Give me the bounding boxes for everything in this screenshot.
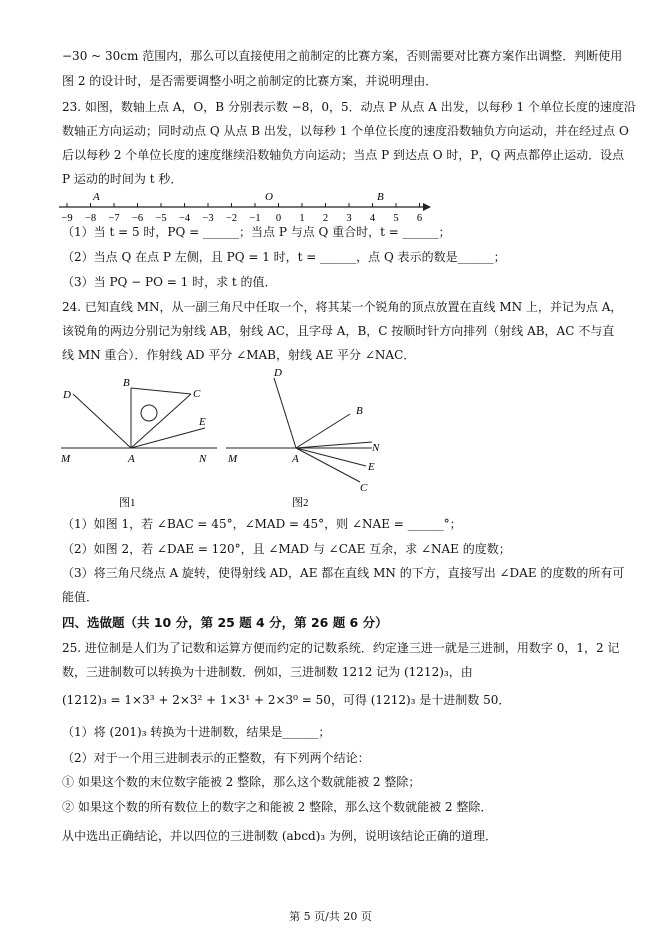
label-A: A (292, 453, 299, 465)
axis-tick-label: −5 (155, 213, 167, 224)
axis-tick-label: 1 (299, 213, 305, 224)
text-line: −30 ~ 30cm 范围内，那么可以直接使用之前制定的比赛方案，否则需要对比赛方案作出调整．判断使用 (62, 49, 623, 63)
label-C: C (360, 482, 368, 494)
label-M: M (61, 453, 71, 465)
question-25-part-1: （1）将 (201)₃ 转换为十进制数，结果是______； (62, 725, 331, 739)
question-24-part-3: （3）将三角尺绕点 A 旋转，使得射线 AD，AE 都在直线 MN 的下方，直接写出 ∠DAE 的度数的所有可 (62, 566, 625, 580)
question-25-line: 25. 进位制是人们为了记数和运算方便而约定的记数系统．约定逢三进一就是三进制，用数字 0，1，2 记 (62, 641, 620, 655)
question-23-line: 23. 如图，数轴上点 A，O，B 分别表示数 −8，0，5．动点 P 从点 A 出发，以每秒 1 个单位长度的速度沿 (62, 100, 636, 114)
label-D: D (63, 389, 71, 401)
page-footer: 第 5 页/共 20 页 (289, 910, 372, 923)
label-N: N (372, 442, 380, 454)
axis-tick-label: −7 (108, 213, 120, 224)
question-25-line: (1212)₃ = 1×3³ + 2×3² + 1×3¹ + 2×3⁰ = 50，可得 (1212)₃ 是十进制数 50． (62, 693, 511, 707)
label-N: N (199, 453, 207, 465)
question-23-part-3: （3）当 PQ − PO = 1 时，求 t 的值． (62, 275, 277, 289)
conclusion-2: ② 如果这个数的所有数位上的数字之和能被 2 整除，那么这个数就能被 2 整除． (62, 800, 493, 814)
axis-tick-label: 6 (416, 213, 423, 224)
axis-tick-label: 2 (322, 213, 329, 224)
question-25-final: 从中选出正确结论，并以四位的三进制数 (abcd)₃ 为例，说明该结论正确的道理． (62, 829, 498, 843)
question-24-part-1: （1）如图 1，若 ∠BAC = 45°，∠MAD = 45°，则 ∠NAE = ______°； (62, 517, 462, 531)
question-23-part-1: （1）当 t = 5 时，PQ = ______；当点 P 与点 Q 重合时，t = ______； (62, 225, 451, 239)
question-25-line: 数，三进制数可以转换为十进制数．例如，三进制数 1212 记为 (1212)₃，由 (62, 665, 473, 679)
section-heading: 四、选做题（共 10 分，第 25 题 4 分，第 26 题 6 分） (62, 615, 388, 630)
axis-tick-label: −2 (225, 213, 238, 224)
question-23-line: 数轴正方向运动；同时动点 Q 从点 B 出发，以每秒 1 个单位长度的速度沿数轴负方向运动，并在经过点 O (62, 124, 629, 138)
question-23-line: 后以每秒 2 个单位长度的速度继续沿数轴负方向运动；当点 P 到达点 O 时，P，Q 两点都停止运动．设点 (62, 148, 625, 162)
question-23-part-2: （2）当点 Q 在点 P 左侧，且 PQ = 1 时，t = ______，点 Q 表示的数是______； (62, 250, 506, 264)
figure-1 (55, 366, 230, 512)
axis-tick-label: 5 (393, 213, 399, 224)
text-line: 图 2 的设计时，是否需要调整小明之前制定的比赛方案，并说明理由． (62, 74, 438, 88)
label-B: B (123, 377, 130, 389)
question-24-part-3-cont: 能值． (62, 590, 99, 604)
axis-tick-label: −6 (131, 213, 144, 224)
label-D: D (274, 367, 282, 379)
question-25-part-2: （2）对于一个用三进制表示的正整数，有下列两个结论： (62, 751, 370, 765)
conclusion-1: ① 如果这个数的末位数字能被 2 整除，那么这个数就能被 2 整除； (62, 775, 421, 789)
label-A: A (128, 453, 135, 465)
point-label-A: A (93, 191, 100, 203)
label-C: C (193, 388, 201, 400)
axis-tick-label: 4 (369, 213, 376, 224)
axis-tick-label: −3 (202, 213, 214, 224)
figure-1-caption: 图1 (119, 497, 136, 509)
axis-tick-label: −4 (178, 213, 191, 224)
axis-tick-label: −1 (249, 213, 261, 224)
question-24-line: 该锐角的两边分别记为射线 AB，射线 AC，且字母 A，B，C 按顺时针方向排列（射线 AB，AC 不与直 (62, 324, 615, 338)
axis-tick-label: 0 (275, 213, 282, 224)
figure-2-caption: 图2 (292, 497, 309, 509)
point-label-B: B (377, 191, 384, 203)
label-M: M (228, 453, 238, 465)
axis-tick-label: −9 (61, 213, 73, 224)
question-24-line: 24. 已知直线 MN，从一副三角尺中任取一个，将其某一个锐角的顶点放置在直线 MN 上，并记为点 A， (62, 300, 623, 314)
label-B: B (356, 405, 363, 417)
figure-2 (222, 366, 397, 512)
label-E: E (368, 461, 375, 473)
axis-tick-label: −8 (84, 213, 97, 224)
question-24-line: 线 MN 重合）．作射线 AD 平分 ∠MAB，射线 AE 平分 ∠NAC． (62, 348, 416, 362)
axis-tick-label: 3 (346, 213, 352, 224)
point-label-O: O (265, 191, 273, 203)
question-24-part-2: （2）如图 2，若 ∠DAE = 120°，且 ∠MAD 与 ∠CAE 互余，求 ∠NAE 的度数； (62, 542, 511, 556)
number-line-figure (55, 188, 435, 226)
label-E: E (199, 416, 206, 428)
question-23-line: P 运动的时间为 t 秒． (62, 172, 183, 186)
